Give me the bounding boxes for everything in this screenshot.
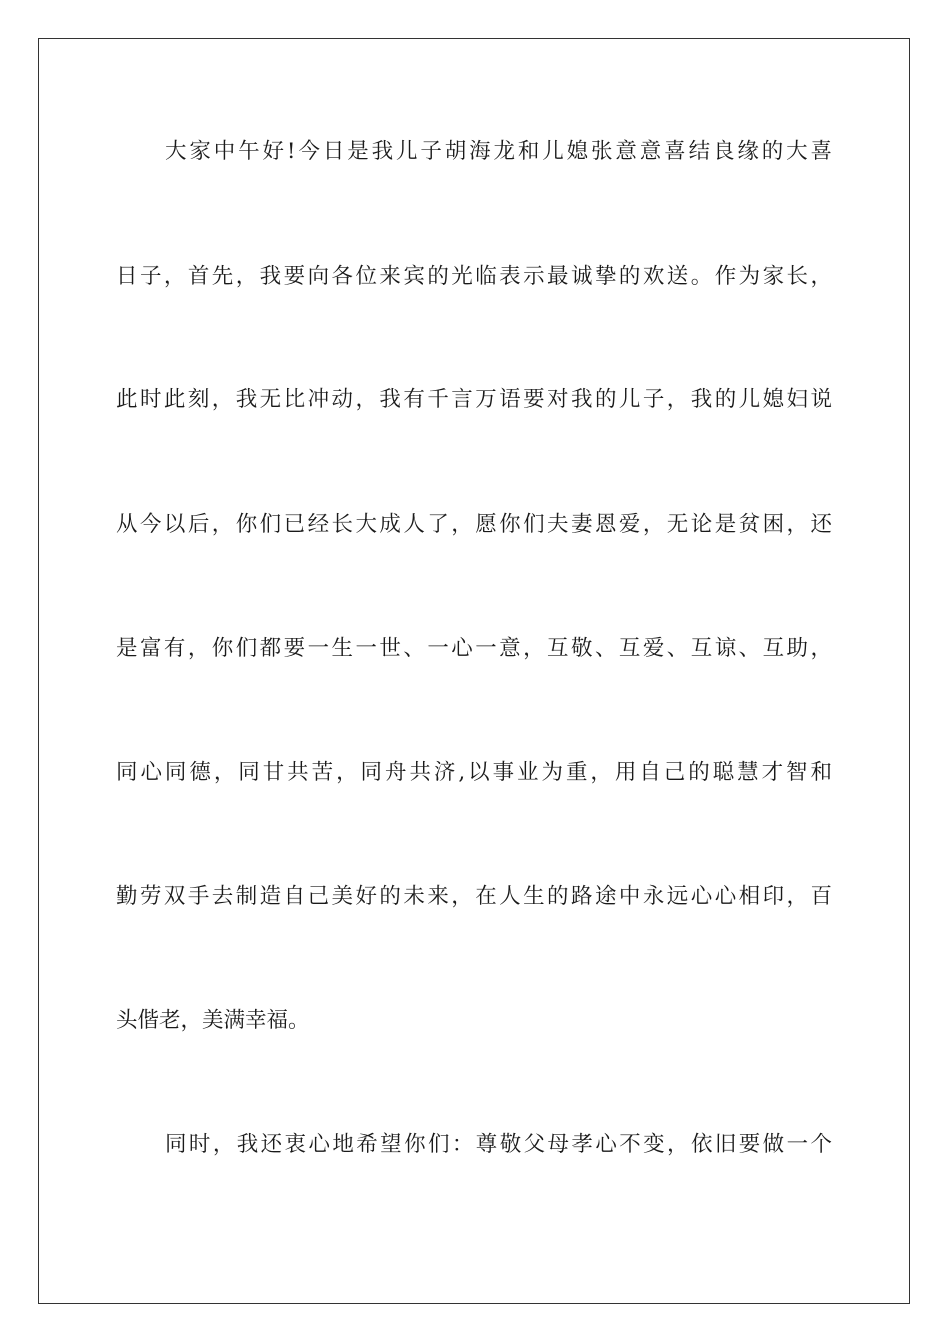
page-frame — [38, 38, 910, 1304]
paragraph-1-line-7: 勤劳双手去制造自己美好的未来，在人生的路途中永远心心相印，百 — [116, 884, 832, 909]
paragraph-1-line-4: 从今以后，你们已经长大成人了，愿你们夫妻恩爱，无论是贫困，还 — [116, 512, 832, 537]
paragraph-1-line-5: 是富有，你们都要一生一世、一心一意，互敬、互爱、互谅、互助， — [116, 636, 832, 661]
paragraph-1-line-8: 头偕老，美满幸福。 — [116, 1008, 310, 1033]
paragraph-1-line-3: 此时此刻，我无比冲动，我有千言万语要对我的儿子，我的儿媳妇说 — [116, 387, 832, 412]
paragraph-2-line-1: 同时，我还衷心地希望你们：尊敬父母孝心不变，依旧要做一个 — [165, 1132, 832, 1157]
paragraph-1-line-2: 日子，首先，我要向各位来宾的光临表示最诚挚的欢送。作为家长， — [116, 264, 832, 289]
paragraph-1-line-1: 大家中午好!今日是我儿子胡海龙和儿媳张意意喜结良缘的大喜 — [165, 139, 832, 164]
paragraph-1-line-6: 同心同德，同甘共苦，同舟共济,以事业为重，用自己的聪慧才智和 — [116, 760, 832, 785]
